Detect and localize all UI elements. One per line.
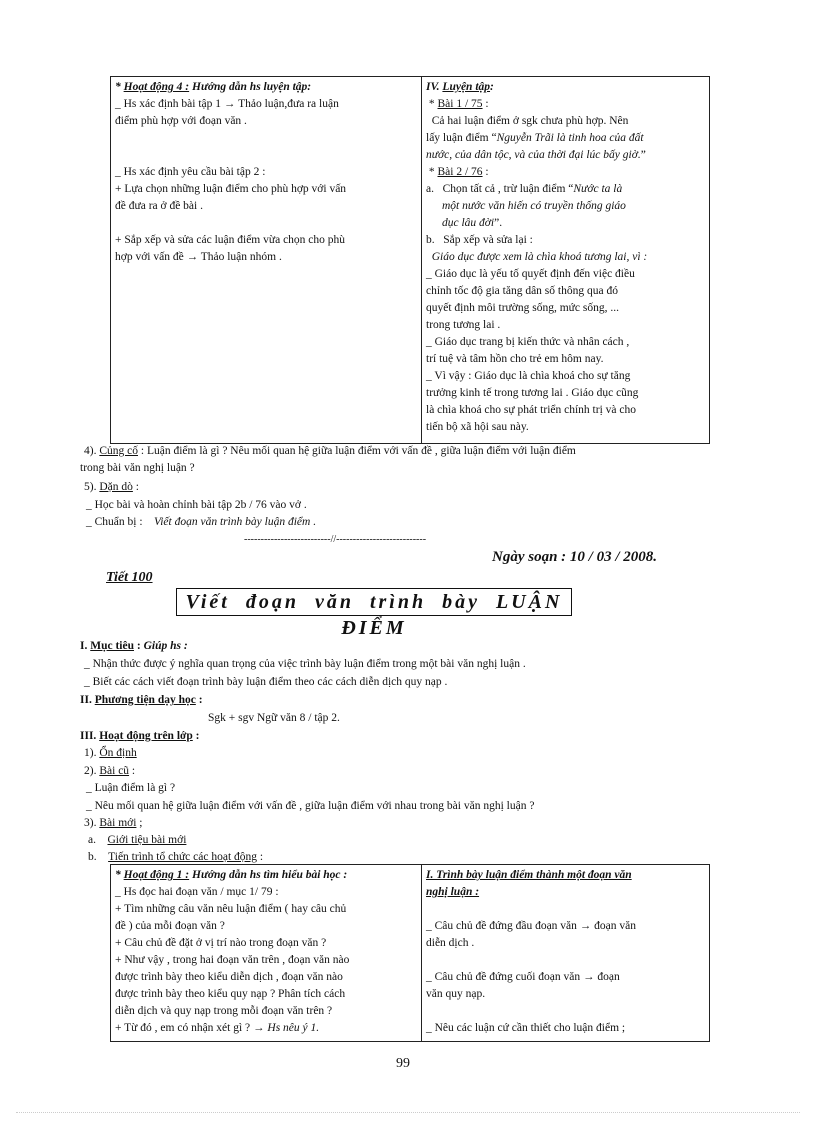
lesson-number: Tiết 100 bbox=[106, 570, 153, 585]
activities-heading: III. Hoạt động trên lớp : bbox=[80, 730, 200, 742]
content-cell: IV. Luyện tập: * Bài 1 / 75 : Cả hai luận điểm ở sgk chưa phù hợp. Nên lấy luận điểm “Nguyễn Trãi là tinh hoa của đất nước, của dân tộc, và của thời đại lúc bấy giờ.” * Bài 2 / 76 : a. Chọn tất cả , trừ luận điểm “Nước ta là một nước văn hiến có truyền thống giáo dục lâu đời”. b. Sắp xếp và sửa lại : Giáo dục được xem là chìa khoá tương lai, vì : _ Giáo dục là yếu tố quyết định đến việc điều chỉnh tốc độ gia tăng dân số thông qua đó quyết định môi trường sống, mức sống, ... trong tương lai . _ Giáo dục trang bị kiến thức và nhân cách , trí tuệ và tâm hồn cho trẻ em hôm nay. _ Vì vậy : Giáo dục là chìa khoá cho sự tăng trưởng kinh tế trong tương lai . Giáo dục cũng là chìa khoá cho sự phát triển chính trị và cho tiến bộ xã hội sau này. bbox=[422, 77, 710, 444]
lesson-table bbox=[110, 864, 710, 1042]
teacher-activity-cell: * Hoạt động 4 : Hướng dẫn hs luyện tập: _ Hs xác định bài tập 1 → Thảo luận,đưa ra luận điểm phù hợp với đoạn văn . _ Hs xác định yêu cầu bài tập 2 : + Lựa chọn những luận điểm cho phù hợp với vấn đề đưa ra ở đề bài . + Sắp xếp và sửa các luận điểm vừa chọn cho phù hợp với vấn đề → Thảo luận nhóm . bbox=[111, 77, 422, 444]
objectives-heading: I. Mục tiêu : Giúp hs : bbox=[80, 640, 188, 652]
lesson-title: Viết đoạn văn trình bày LUẬN ĐIỂM bbox=[185, 591, 563, 639]
homework-heading: 5). Dặn dò : bbox=[84, 481, 139, 493]
materials-heading: II. Phương tiện dạy học : bbox=[80, 694, 203, 706]
date-line: Ngày soạn : 10 / 03 / 2008. bbox=[492, 549, 658, 565]
page-edge bbox=[16, 1112, 800, 1113]
section-heading: Luyện tập bbox=[442, 81, 491, 93]
exercise-2-label: Bài 2 / 76 bbox=[437, 166, 483, 178]
separator: --------------------------//--------------------------- bbox=[244, 534, 427, 545]
exercise-table bbox=[110, 76, 710, 444]
exercise-1-label: Bài 1 / 75 bbox=[437, 98, 483, 110]
page-number: 99 bbox=[396, 1056, 410, 1071]
consolidation: 4). Củng cố : Luận điểm là gì ? Nêu mối quan hệ giữa luận điểm với vấn đề , giữa luận điểm với luận điểm bbox=[84, 445, 576, 457]
teacher-activity-cell-2: * Hoạt động 1 : Hướng dẫn hs tìm hiểu bài học : _ Hs đọc hai đoạn văn / mục 1/ 79 : + Tìm những câu văn nêu luận điểm ( hay câu chủ đề ) của mỗi đoạn văn ? + Câu chủ đề đặt ở vị trí nào trong đoạn văn ? + Như vậy , trong hai đoạn văn trên , đoạn văn nào được trình bày theo kiểu diễn dịch , đoạn văn nào được trình bày theo kiểu quy nạp ? Phân tích cách diễn dịch và quy nạp trong mỗi đoạn văn trên ? + Từ đó , em có nhận xét gì ? → Hs nêu ý 1. bbox=[111, 865, 422, 1042]
content-cell-2: I. Trình bày luận điểm thành một đoạn văn nghị luận : _ Câu chủ đề đứng đầu đoạn văn → đoạn văn diễn dịch . _ Câu chủ đề đứng cuối đoạn văn → đoạn văn quy nạp. _ Nêu các luận cứ cần thiết cho luận điểm ; bbox=[422, 865, 710, 1042]
activity-heading: Hoạt động 4 : bbox=[123, 81, 190, 93]
lesson-title-box bbox=[176, 588, 572, 639]
